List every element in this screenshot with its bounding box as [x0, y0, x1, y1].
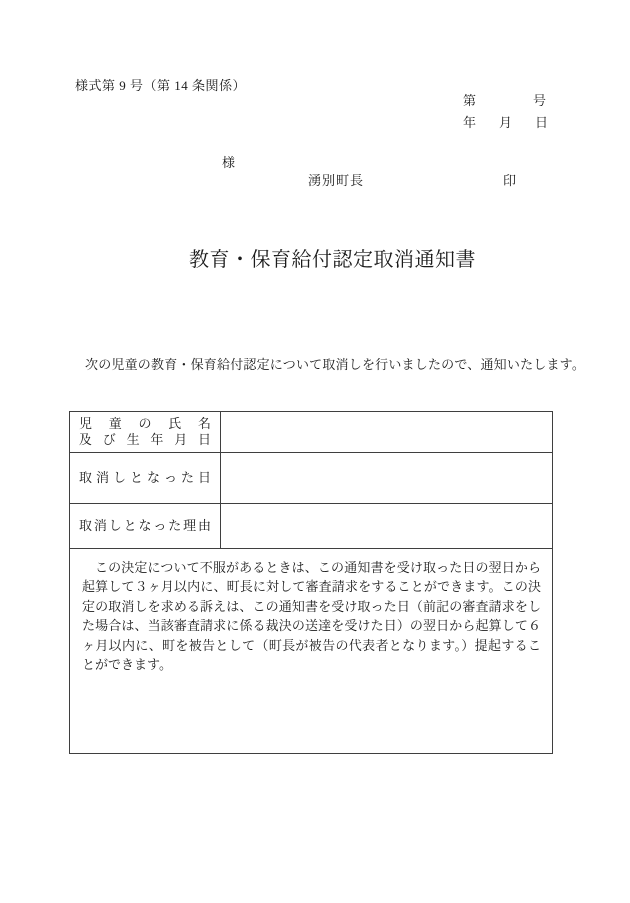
date-year-label: 年 — [463, 115, 477, 130]
child-name-value-cell — [221, 412, 552, 452]
date-line — [463, 116, 548, 129]
doc-number-suffix: 号 — [532, 93, 546, 108]
cancellation-date-label — [70, 453, 221, 503]
cancellation-reason-label — [70, 504, 221, 548]
notice-body-text: 次の児童の教育・保育給付認定について取消しを行いましたので、通知いたします。 — [85, 357, 586, 372]
cancellation-date-label-line1: 取消しとなった日 — [79, 470, 211, 485]
form-table — [69, 411, 553, 754]
document-title: 教育・保育給付認定取消通知書 — [189, 249, 476, 271]
cancellation-reason-value-cell — [221, 504, 552, 548]
appeal-note-row — [70, 549, 552, 753]
date-month-label: 月 — [498, 115, 512, 130]
document-number-line — [463, 94, 546, 107]
recipient-honorific: 様 — [222, 155, 236, 170]
seal-mark: 印 — [503, 173, 517, 188]
table-row — [70, 504, 552, 549]
appeal-note-text: この決定について不服があるときは、この通知書を受け取った日の翌日から起算して３ヶ月以内に、町長に対して審査請求をすることができます。この決定の取消しを求める訴えは、この通知書を受け取った日（前記の審査請求をした場合は、当該審査請求に係る裁決の送達を受けた日）の翌日から起算して６ヶ月以内に、町を被告として（町長が被告の代表者となります。）提起することができます。 — [82, 560, 541, 673]
sender-name: 湧別町長 — [308, 173, 365, 188]
child-name-label-line2: 及び生年月日 — [79, 432, 211, 447]
table-row — [70, 453, 552, 504]
doc-number-prefix: 第 — [463, 93, 477, 108]
cancellation-reason-label-line1: 取消しとなった理由 — [79, 518, 211, 533]
table-row — [70, 412, 552, 453]
child-name-label — [70, 412, 221, 452]
date-day-label: 日 — [534, 115, 548, 130]
form-number: 様式第 9 号（第 14 条関係） — [75, 78, 247, 93]
child-name-label-line1: 児童の氏名 — [79, 416, 211, 431]
cancellation-date-value-cell — [221, 453, 552, 503]
